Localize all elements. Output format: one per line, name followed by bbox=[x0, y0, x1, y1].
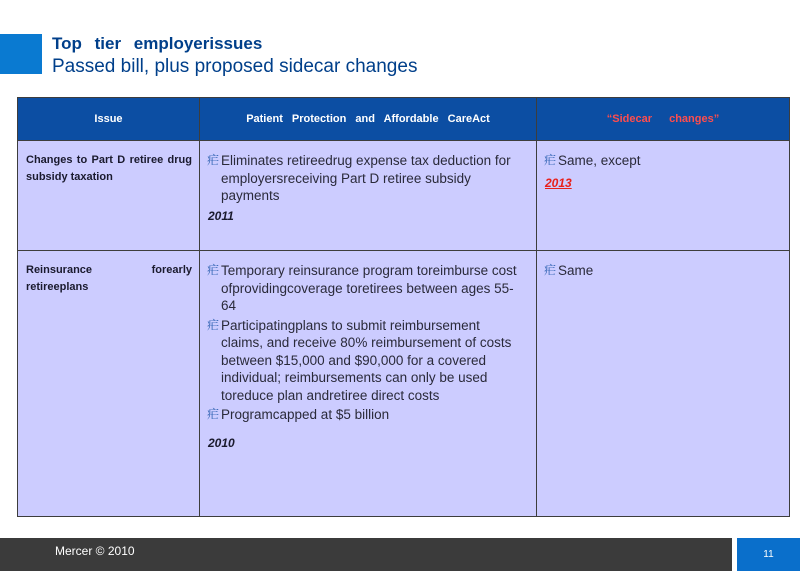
bullet-glyph-icon: 疟 bbox=[207, 153, 220, 167]
effective-year-red: 2013 bbox=[545, 175, 572, 190]
page-number: 11 bbox=[763, 549, 774, 560]
issue-cell bbox=[18, 251, 200, 517]
bullet-glyph-icon: 疟 bbox=[207, 407, 220, 421]
issue-text: Changes to Part D retiree drug subsidy taxation bbox=[26, 154, 192, 183]
comparison-table bbox=[17, 97, 790, 517]
table-row bbox=[18, 251, 790, 517]
sidecar-cell bbox=[537, 251, 790, 517]
bullet-text: Participatingplans to submit reimbursement claims, and receive 80% reimbursement of costs between $15,000 and $90,000 for a covered individual; reimbursements can only be used toreduce plan andretiree direct costs bbox=[221, 317, 512, 403]
table-header-row bbox=[18, 98, 790, 141]
bullet-text: Same bbox=[558, 263, 594, 278]
bullet-text: Temporary reinsurance program toreimburse cost ofprovidingcoverage toretirees between ages 55-64 bbox=[221, 263, 517, 313]
bullet-glyph-icon: 疟 bbox=[544, 263, 557, 277]
bullet-glyph-icon: 疟 bbox=[544, 153, 557, 167]
bullet-glyph-icon: 疟 bbox=[207, 263, 220, 277]
ppaca-cell bbox=[200, 141, 537, 251]
column-header-sidecar: “Sidecar changes” bbox=[537, 98, 790, 141]
list-item bbox=[207, 317, 525, 405]
slide-title: Top tier employerissues bbox=[52, 34, 263, 53]
bullet-glyph-icon: 疟 bbox=[207, 317, 220, 332]
list-item bbox=[207, 406, 525, 424]
bullet-text: Eliminates retireedrug expense tax deduction for employersreceiving Part D retiree subsidy payments bbox=[221, 153, 511, 203]
column-header-issue: Issue bbox=[18, 98, 200, 141]
effective-year: 2011 bbox=[208, 208, 234, 223]
slide-subtitle: Passed bill, plus proposed sidecar changes bbox=[52, 56, 418, 77]
table-row bbox=[18, 141, 790, 251]
list-item bbox=[207, 262, 525, 315]
ppaca-cell bbox=[200, 251, 537, 517]
list-item bbox=[544, 262, 778, 280]
footer-copyright: Mercer © 2010 bbox=[55, 544, 135, 558]
bullet-text: Same, except bbox=[558, 153, 641, 168]
list-item bbox=[544, 152, 778, 170]
issue-text: Reinsurance forearly retireeplans bbox=[26, 264, 192, 293]
column-header-ppaca: Patient Protection and Affordable CareAct bbox=[200, 98, 537, 141]
sidecar-cell bbox=[537, 141, 790, 251]
issue-cell bbox=[18, 141, 200, 251]
bullet-text: Programcapped at $5 billion bbox=[221, 407, 390, 422]
accent-block bbox=[0, 34, 42, 74]
effective-year: 2010 bbox=[208, 435, 235, 450]
list-item bbox=[207, 152, 525, 205]
